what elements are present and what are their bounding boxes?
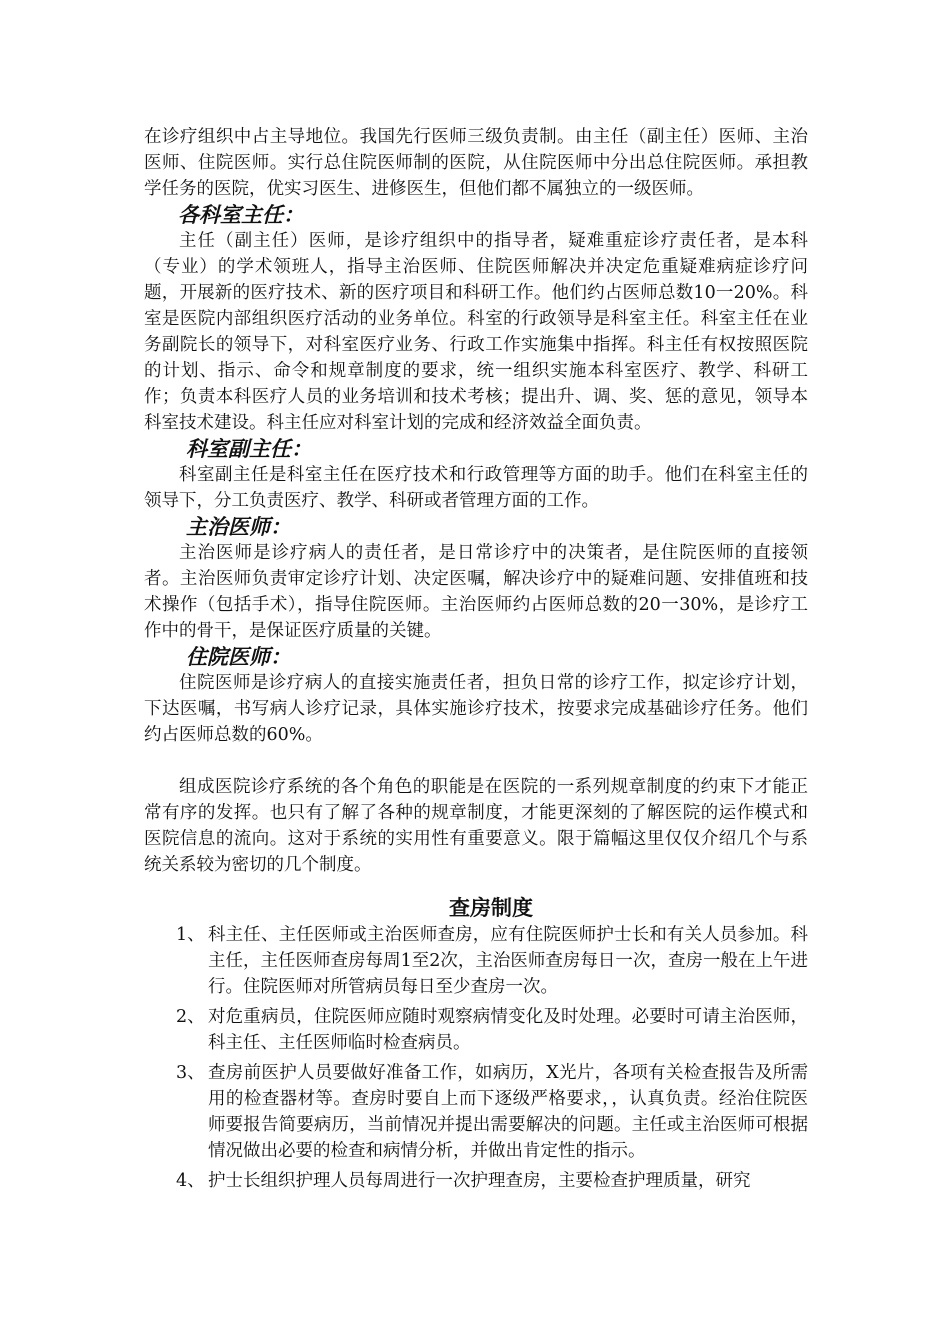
heading-resident-physician: 住院医师：: [186, 645, 291, 669]
list-item: [144, 1060, 808, 1164]
paragraph-attending-physician: 主治医师是诊疗病人的责任者，是日常诊疗中的决策者，是住院医师的直接领者。主治医师负责审定诊疗计划、决定医嘱，解决诊疗中的疑难问题、安排值班和技术操作（包括手术），指导住院医师。主治医师约占医师总数的20一30%，是诊疗工作中的骨干，是保证医疗质量的关键。: [144, 543, 808, 641]
summary-paragraph: 组成医院诊疗系统的各个角色的职能是在医院的一系列规章制度的约束下才能正常有序的发挥。也只有了解了各种的规章制度，才能更深刻的了解医院的运作模式和医院信息的流向。这对于系统的实用性有重要意义。限于篇幅这里仅仅介绍几个与系统关系较为密切的几个制度。: [144, 777, 808, 875]
list-item-text: 科主任、主任医师或主治医师查房，应有住院医师护士长和有关人员参加。科主任，主任医师查房每周1至2次，主治医师查房每日一次，查房一般在上午进行。住院医师对所管病员每日至少查房一次。: [208, 925, 808, 997]
intro-paragraph: 在诊疗组织中占主导地位。我国先行医师三级负责制。由主任（副主任）医师、主治医师、住院医师。实行总住院医师制的医院，从住院医师中分出总住院医师。承担教学任务的医院，优实习医生、进修医生，但他们都不属独立的一级医师。: [144, 127, 808, 199]
heading-deputy-director: 科室副主任：: [186, 437, 312, 461]
heading-department-director: 各科室主任：: [178, 203, 304, 227]
document-body: [144, 124, 808, 1198]
paragraph-deputy-director: 科室副主任是科室主任在医疗技术和行政管理等方面的助手。他们在科室主任的领导下，分工负责医疗、教学、科研或者管理方面的工作。: [144, 465, 808, 511]
list-item-number: 3、: [176, 1063, 205, 1083]
list-item: [144, 922, 808, 1000]
paragraph-resident-physician: 住院医师是诊疗病人的直接实施责任者，担负日常的诊疗工作，拟定诊疗计划，下达医嘱，书写病人诊疗记录，具体实施诊疗技术，按要求完成基础诊疗任务。他们约占医师总数的60%。: [144, 673, 808, 745]
list-item: [144, 1004, 808, 1056]
list-item-number: 4、: [176, 1171, 205, 1191]
blank-line: [144, 748, 808, 774]
section-title-ward-rounds: 查房制度: [449, 896, 533, 920]
ward-rounds-list: [144, 922, 808, 1194]
list-item-text: 对危重病员，住院医师应随时观察病情变化及时处理。必要时可请主治医师，科主任、主任医师临时检查病员。: [208, 1007, 808, 1053]
list-item-number: 1、: [176, 925, 205, 945]
list-item-text: 护士长组织护理人员每周进行一次护理查房，主要检查护理质量，研究: [208, 1171, 751, 1191]
list-item: [144, 1168, 808, 1194]
list-item-number: 2、: [176, 1007, 205, 1027]
paragraph-department-director: 主任（副主任）医师，是诊疗组织中的指导者，疑难重症诊疗责任者，是本科（专业）的学术领班人，指导主治医师、住院医师解决并决定危重疑难病症诊疗问题，开展新的医疗技术、新的医疗项目和科研工作。他们约占医师总数10一20%。科室是医院内部组织医疗活动的业务单位。科室的行政领导是科室主任。科室主任在业务副院长的领导下，对科室医疗业务、行政工作实施集中指挥。科主任有权按照医院的计划、指示、命令和规章制度的要求，统一组织实施本科室医疗、教学、科研工作；负责本科医疗人员的业务培训和技术考核；提出升、调、奖、惩的意见，领导本科室技术建设。科主任应对科室计划的完成和经济效益全面负责。: [144, 231, 808, 433]
heading-attending-physician: 主治医师：: [186, 515, 291, 539]
list-item-text: 查房前医护人员要做好准备工作，如病历，X光片，各项有关检查报告及所需用的检查器材等。查房时要自上而下逐级严格要求，，认真负责。经治住院医师要报告简要病历，当前情况并提出需要解决的问题。主任或主治医师可根据情况做出必要的检查和病情分析，并做出肯定性的指示。: [208, 1063, 808, 1161]
